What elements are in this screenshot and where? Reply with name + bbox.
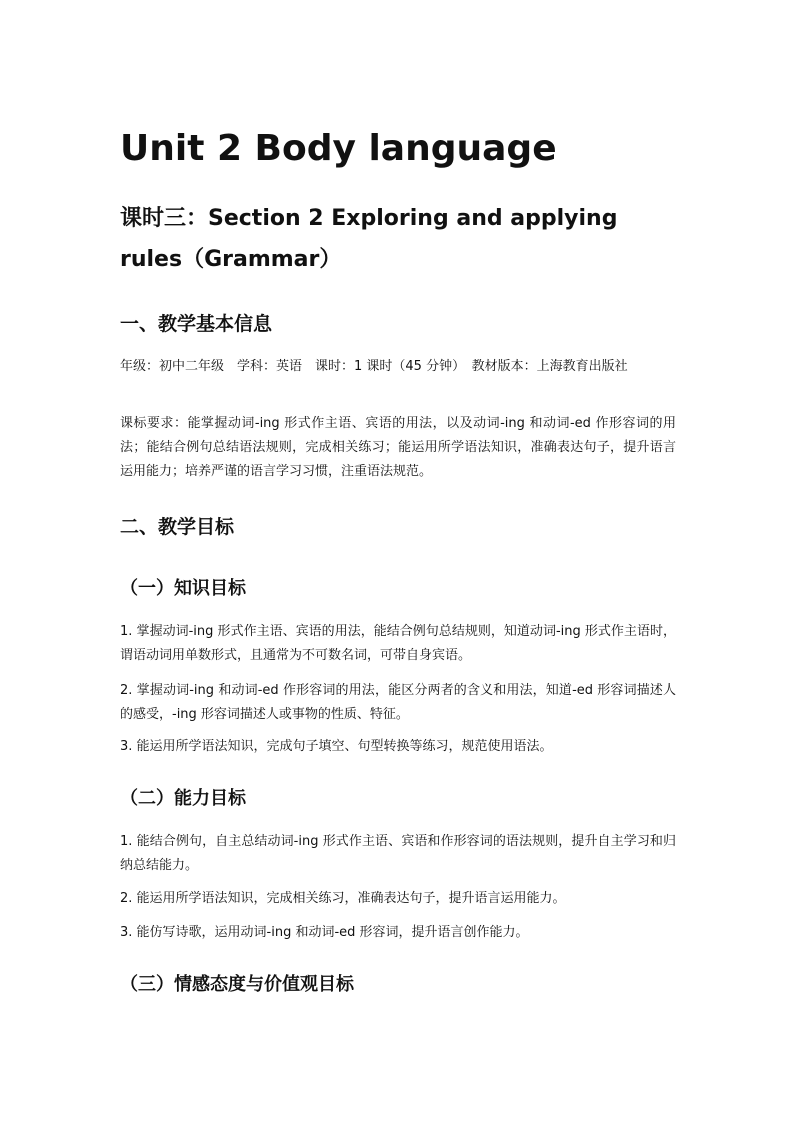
basic-info-paragraph: 年级：初中二年级 学科：英语 课时：1 课时（45 分钟） 教材版本：上海教育出版社 [120, 359, 628, 374]
knowledge-item-1: 1. 掌握动词-ing 形式作主语、宾语的用法，能结合例句总结规则，知道动词-ing 形式作主语时，谓语动词用单数形式，且通常为不可数名词，可带自身宾语。 [120, 624, 676, 663]
ability-item-3: 3. 能仿写诗歌，运用动词-ing 和动词-ed 形容词，提升语言创作能力。 [120, 925, 529, 940]
emotion-objectives-heading: （三）情感态度与价值观目标 [120, 974, 354, 995]
document-title: Unit 2 Body language [120, 128, 557, 169]
ability-objectives-heading: （二）能力目标 [120, 788, 246, 809]
knowledge-item-2: 2. 掌握动词-ing 和动词-ed 作形容词的用法，能区分两者的含义和用法，知道-ed 形容词描述人的感受，-ing 形容词描述人或事物的性质、特征。 [120, 683, 676, 722]
curriculum-requirements-paragraph: 课标要求：能掌握动词-ing 形式作主语、宾语的用法，以及动词-ing 和动词-ed 作形容词的用法；能结合例句总结语法规则，完成相关练习；能运用所学语法知识，准确表达句子，提升语言运用能力；培养严谨的语言学习习惯，注重语法规范。 [120, 416, 676, 479]
section-basic-info-heading: 一、教学基本信息 [120, 313, 273, 335]
lesson-subtitle: 课时三：Section 2 Exploring and applying rules（Grammar） [120, 206, 618, 272]
knowledge-item-3: 3. 能运用所学语法知识，完成句子填空、句型转换等练习，规范使用语法。 [120, 739, 553, 754]
ability-item-2: 2. 能运用所学语法知识，完成相关练习，准确表达句子，提升语言运用能力。 [120, 891, 566, 906]
knowledge-objectives-heading: （一）知识目标 [120, 578, 246, 599]
ability-item-1: 1. 能结合例句，自主总结动词-ing 形式作主语、宾语和作形容词的语法规则，提升自主学习和归纳总结能力。 [120, 834, 676, 873]
section-objectives-heading: 二、教学目标 [120, 516, 235, 538]
